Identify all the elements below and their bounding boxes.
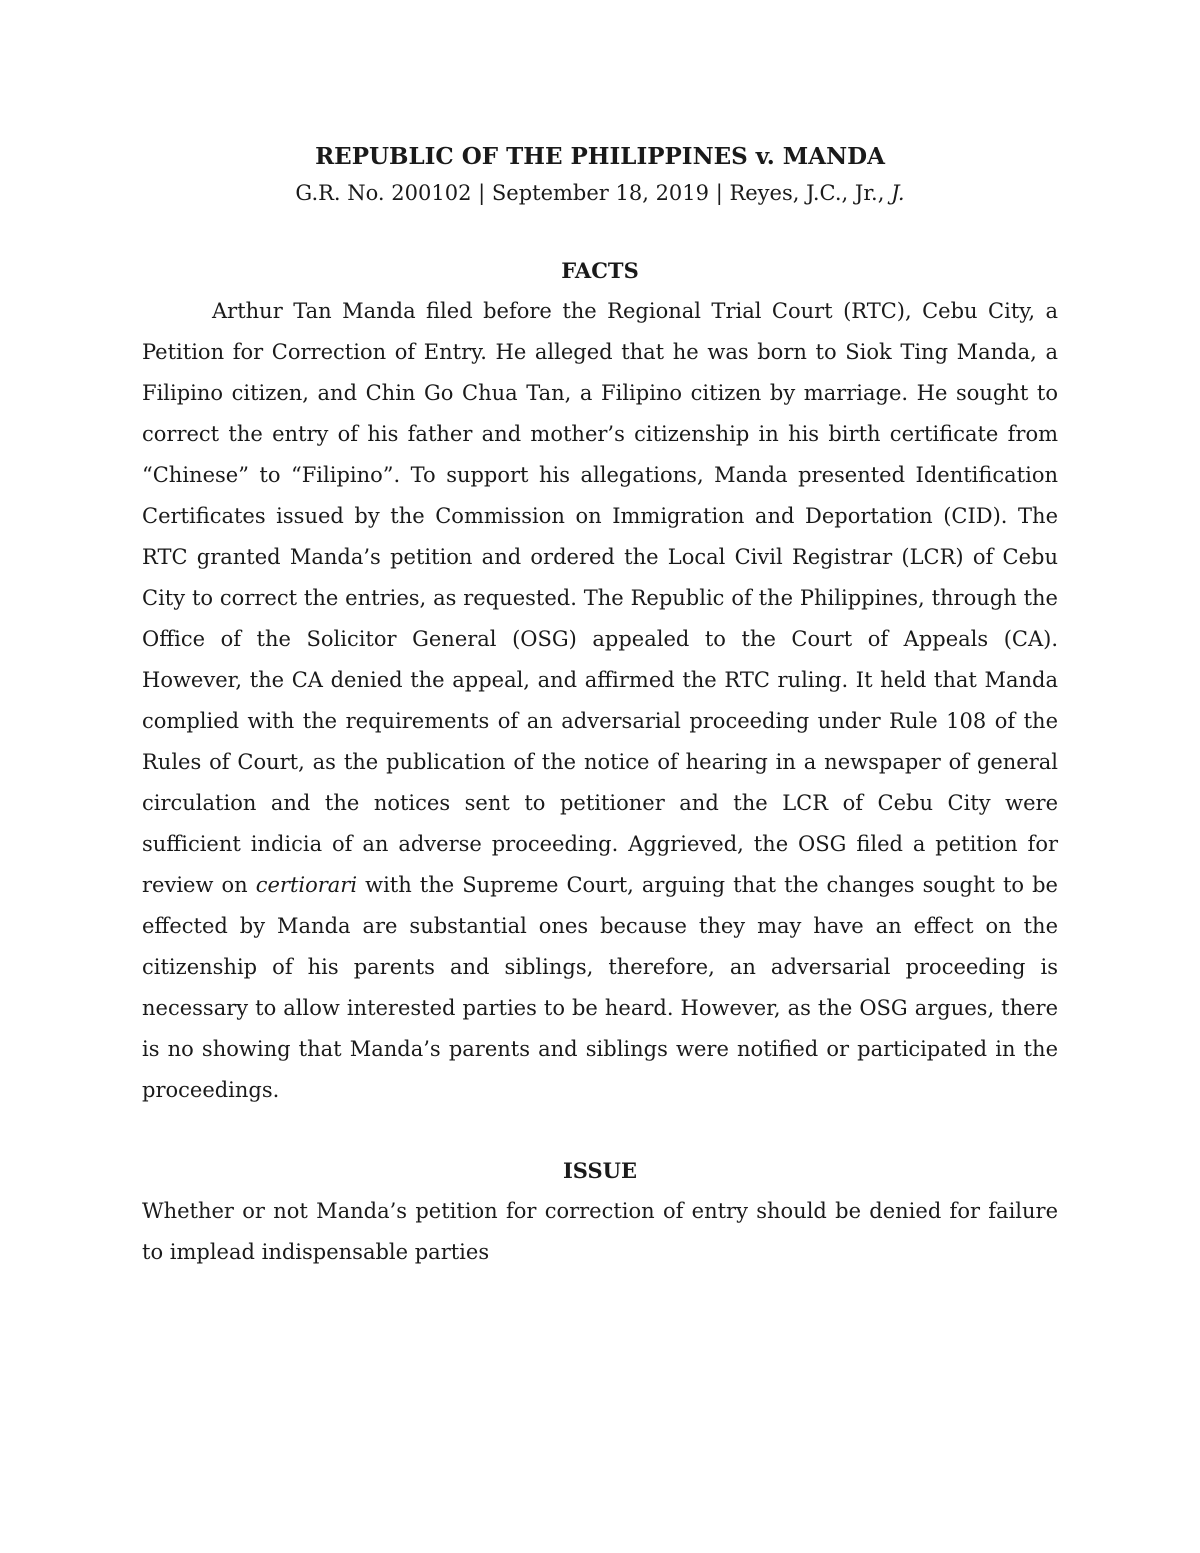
facts-heading: FACTS xyxy=(561,258,639,283)
issue-paragraph: Whether or not Manda’s petition for correction of entry should be denied for failure to implead indispensable parties xyxy=(142,1199,1058,1264)
issue-heading: ISSUE xyxy=(562,1158,637,1183)
certiorari-term: certiorari xyxy=(255,873,358,897)
facts-text-part2: with the Supreme Court, arguing that the changes sought to be effected by Manda are substantial ones because they may have an effect on the citizenship of his parents and siblings, therefore, an adversarial proceeding is necessary to allow interested parties to be heard. However, as the OSG argues, there is no showing that Manda’s parents and siblings were notified or participated in the proceedings. xyxy=(142,873,1058,1102)
case-title: REPUBLIC OF THE PHILIPPINES v. MANDA xyxy=(315,143,885,170)
facts-text-part1: Arthur Tan Manda filed before the Regional Trial Court (RTC), Cebu City, a Petition for Correction of Entry. He alleged that he was born to Siok Ting Manda, a Filipino citizen, and Chin Go Chua Tan, a Filipino citizen by marriage. He sought to correct the entry of his father and mother’s citizenship in his birth certificate from “Chinese” to “Filipino”. To support his allegations, Manda presented Identification Certificates issued by the Commission on Immigration and Deportation (CID). The RTC granted Manda’s petition and ordered the Local Civil Registrar (LCR) of Cebu City to correct the entries, as requested. The Republic of the Philippines, through the Office of the Solicitor General (OSG) appealed to the Court of Appeals (CA). However, the CA denied the appeal, and affirmed the RTC ruling. It held that Manda complied with the requirements of an adversarial proceeding under Rule 108 of the Rules of Court, as the publication of the notice of hearing in a newspaper of general circulation and the notices sent to petitioner and the LCR of Cebu City were sufficient indicia of an adverse proceeding. Aggrieved, the OSG filed a petition for review on xyxy=(142,299,1058,897)
citation-italic: J. xyxy=(891,181,905,205)
document-content xyxy=(142,140,1058,1273)
case-citation xyxy=(142,174,1058,212)
facts-paragraph xyxy=(142,291,1058,1111)
citation-text: G.R. No. 200102 | September 18, 2019 | Reyes, J.C., Jr., xyxy=(295,181,885,205)
